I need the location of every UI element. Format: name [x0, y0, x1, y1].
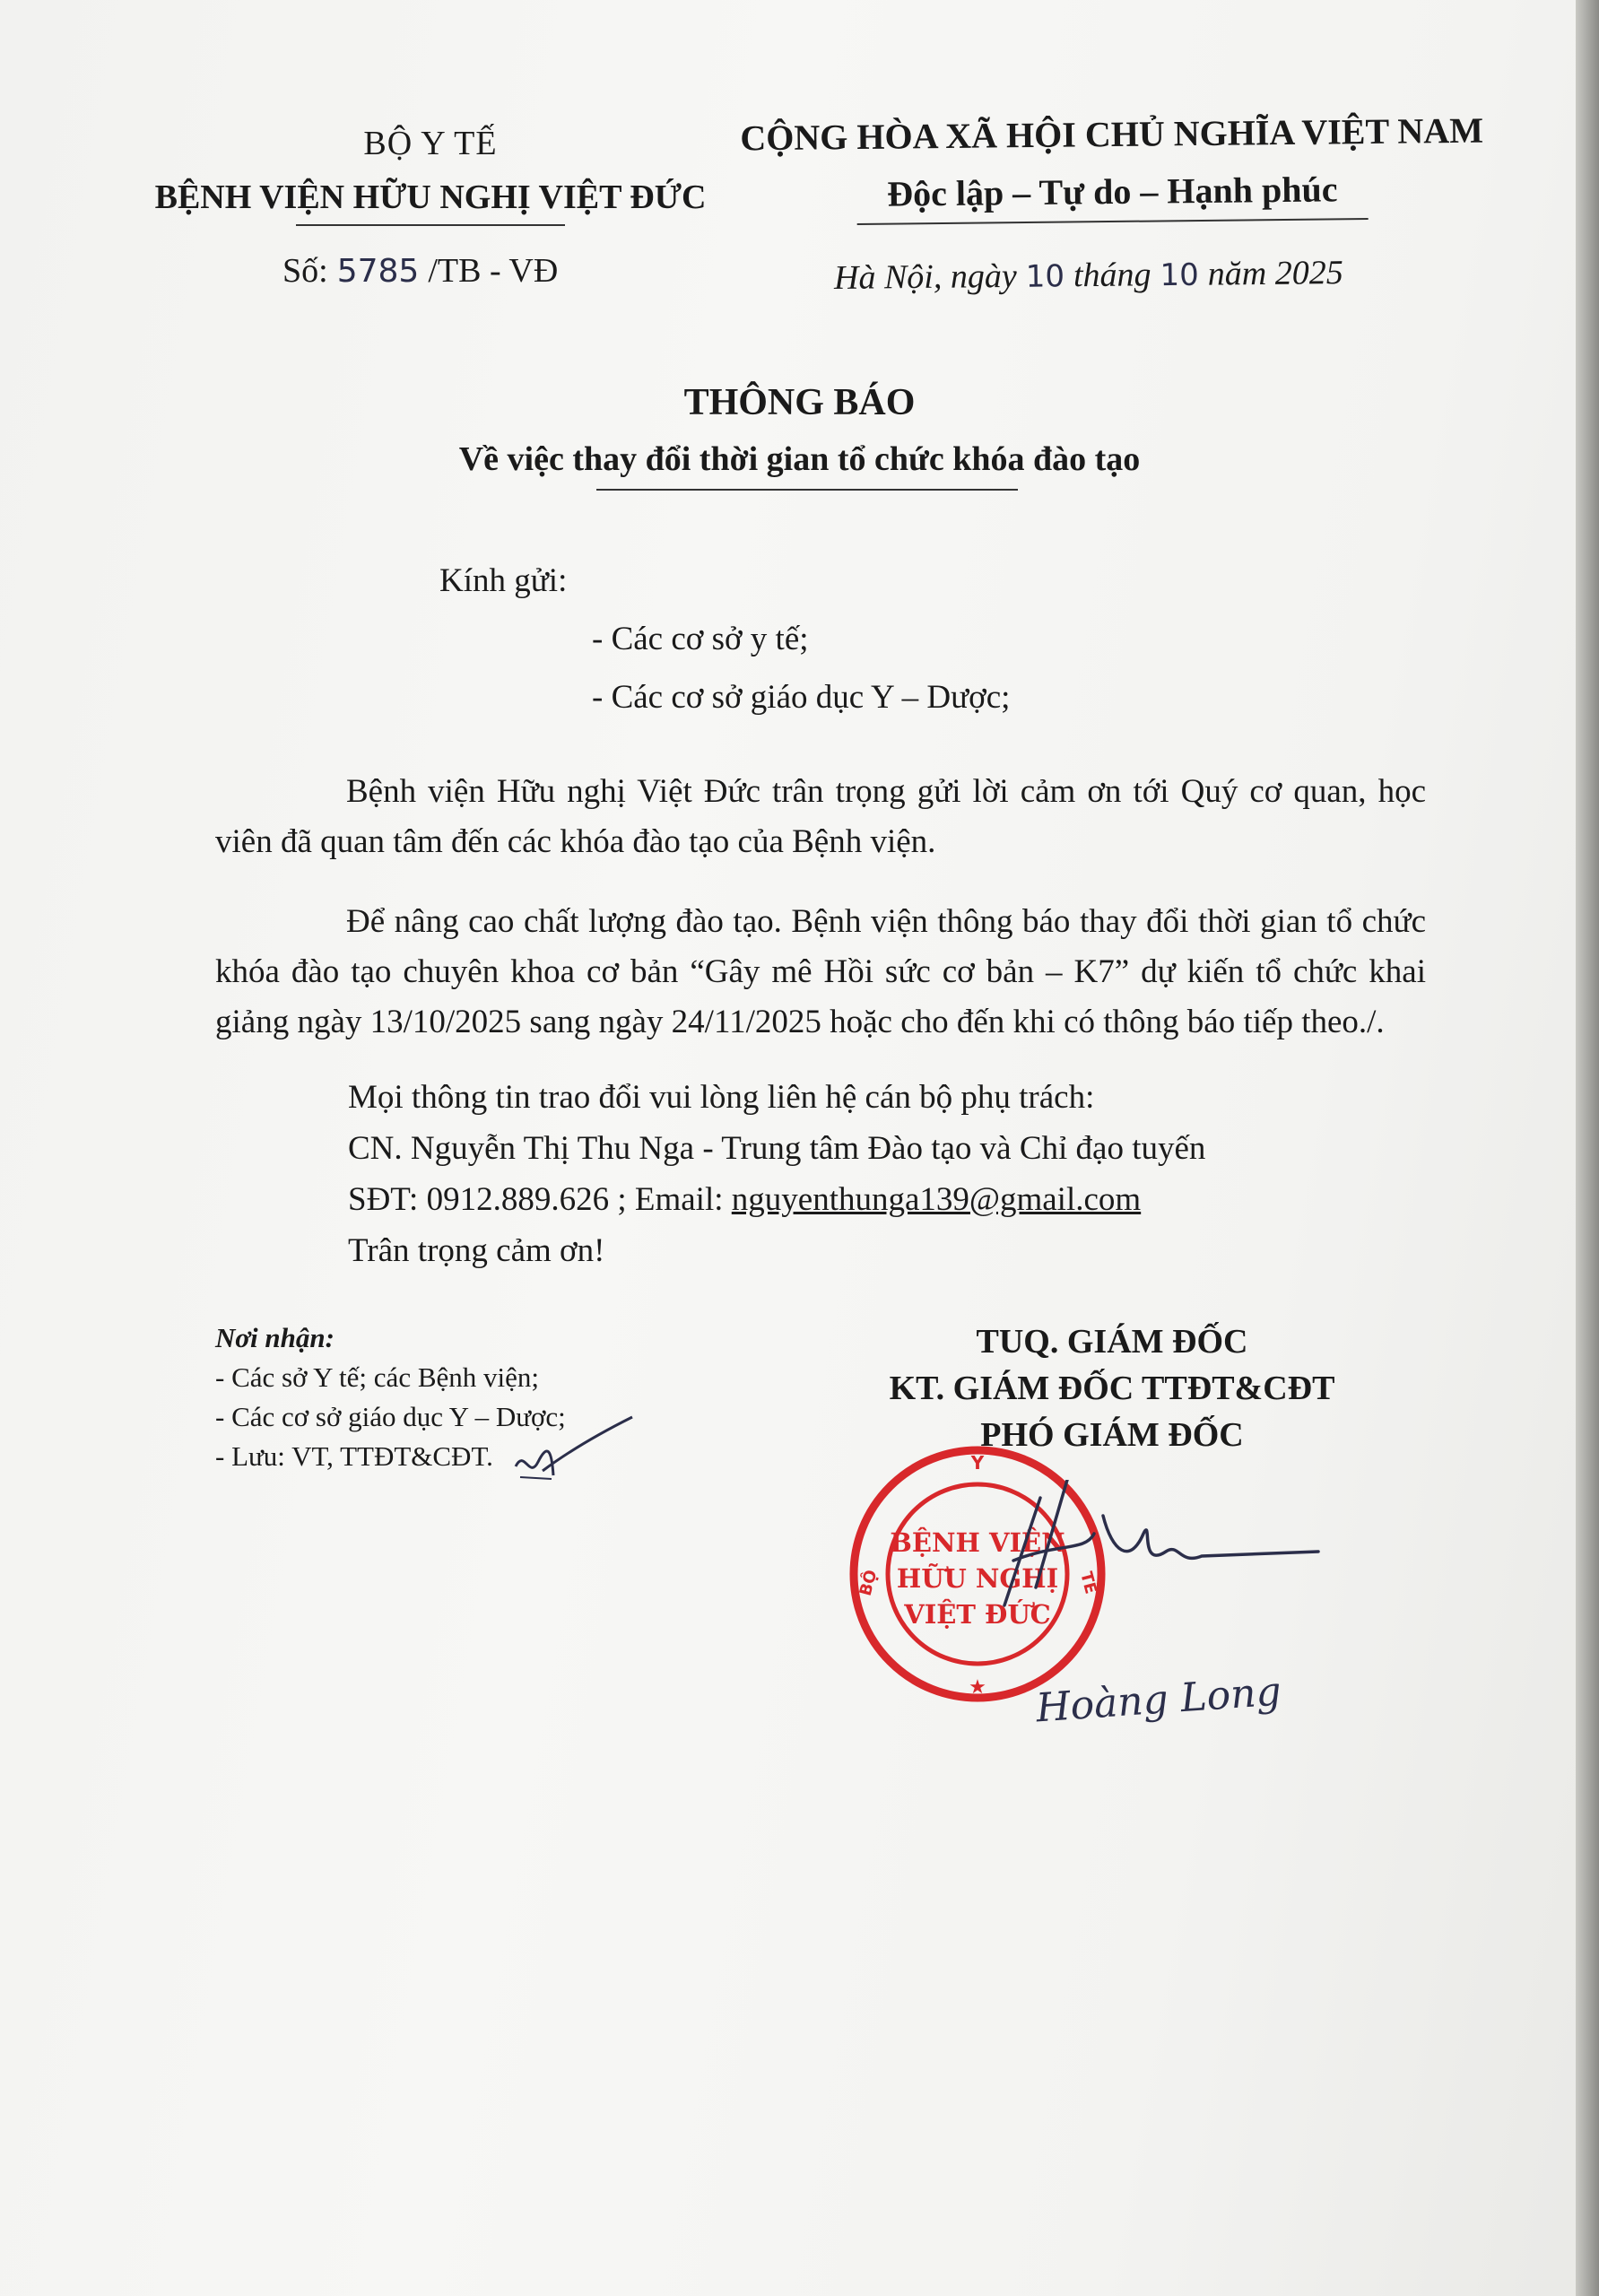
- date-day: 10: [1025, 258, 1065, 295]
- recipient-item: - Lưu: VT, TTĐT&CĐT.: [215, 1440, 493, 1472]
- issuer-block: [143, 117, 717, 226]
- number-prefix: Số:: [282, 252, 328, 290]
- recipient-item: - Các sở Y tế; các Bệnh viện;: [215, 1361, 539, 1393]
- issue-date: [834, 253, 1343, 298]
- national-title-block: [734, 102, 1489, 227]
- date-place: Hà Nội, ngày: [833, 257, 1017, 297]
- national-motto: Độc lập – Tự do – Hạnh phúc: [886, 169, 1338, 214]
- body-paragraph-1: Bệnh viện Hữu nghị Việt Đức trân trọng gửi lời cảm ơn tới Quý cơ quan, học viên đã quan tâm đến các khóa đào tạo của Bệnh viện.: [215, 773, 1426, 860]
- contact-person: CN. Nguyễn Thị Thu Nga - Trung tâm Đào tạo và Chỉ đạo tuyến: [348, 1130, 1206, 1167]
- handwritten-number: 5785: [336, 253, 420, 290]
- republic-name: CỘNG HÒA XÃ HỘI CHỦ NGHĨA VIỆT NAM: [740, 109, 1484, 159]
- closing-thanks: Trân trọng cảm ơn!: [348, 1232, 605, 1269]
- svg-text:BỆNH VIỆN: BỆNH VIỆN: [890, 1527, 1065, 1558]
- signature-title-1: TUQ. GIÁM ĐỐC: [976, 1323, 1248, 1361]
- signer-name: Hoàng Long: [1034, 1668, 1283, 1732]
- svg-text:BỘ: BỘ: [856, 1568, 882, 1598]
- issuer-underline: [296, 224, 565, 226]
- date-year: năm 2025: [1207, 254, 1343, 293]
- date-month-label: tháng: [1073, 256, 1151, 295]
- date-month: 10: [1160, 257, 1200, 294]
- initials-scribble: [498, 1413, 641, 1493]
- svg-text:HỮU NGHỊ: HỮU NGHỊ: [896, 1563, 1059, 1594]
- signature-block: [825, 1318, 1399, 1458]
- contact-intro: Mọi thông tin trao đổi vui lòng liên hệ cán bộ phụ trách:: [348, 1079, 1095, 1116]
- recipient-item: - Các cơ sở giáo dục Y – Dược;: [215, 1401, 566, 1432]
- ministry-name: BỘ Y TẾ: [363, 125, 498, 162]
- contact-line: [348, 1174, 1205, 1225]
- document-title: THÔNG BÁO: [683, 382, 916, 423]
- page-edge-shadow: [1576, 0, 1599, 2296]
- svg-text:VIỆT ĐỨC: VIỆT ĐỨC: [904, 1599, 1051, 1630]
- contact-block: [348, 1072, 1205, 1276]
- contact-email-link[interactable]: nguyenthunga139@gmail.com: [731, 1181, 1142, 1218]
- document-number: [282, 251, 558, 291]
- svg-text:★: ★: [969, 1676, 986, 1699]
- subtitle-underline: [596, 489, 1018, 491]
- addressee-item: - Các cơ sở y tế;: [592, 621, 809, 657]
- addressee-label: Kính gửi:: [439, 562, 568, 599]
- signature-title-2: KT. GIÁM ĐỐC TTĐT&CĐT: [889, 1370, 1335, 1407]
- document-subtitle: Về việc thay đổi thời gian tổ chức khóa đào tạo: [458, 440, 1141, 478]
- body-paragraph-2: Để nâng cao chất lượng đào tạo. Bệnh viện thông báo thay đổi thời gian tổ chức khóa đào tạo chuyên khoa cơ bản “Gây mê Hồi sức cơ bản – K7” dự kiến tổ chức khai giảng ngày 13/10/2025 sang ngày 24/11/2025 hoặc cho đến khi có thông báo tiếp theo./.: [215, 903, 1426, 1040]
- hospital-name: BỆNH VIỆN HỮU NGHỊ VIỆT ĐỨC: [154, 178, 707, 216]
- svg-text:TẾ: TẾ: [1076, 1570, 1100, 1596]
- number-suffix: /TB - VĐ: [428, 252, 559, 290]
- addressee-item: - Các cơ sở giáo dục Y – Dược;: [592, 679, 1011, 716]
- contact-phone: SĐT: 0912.889.626 ; Email:: [348, 1181, 732, 1218]
- svg-text:Y: Y: [970, 1452, 985, 1474]
- handwritten-signature: [986, 1480, 1327, 1614]
- recipients-heading: Nơi nhận:: [215, 1322, 335, 1353]
- signature-title-3: PHÓ GIÁM ĐỐC: [980, 1416, 1244, 1454]
